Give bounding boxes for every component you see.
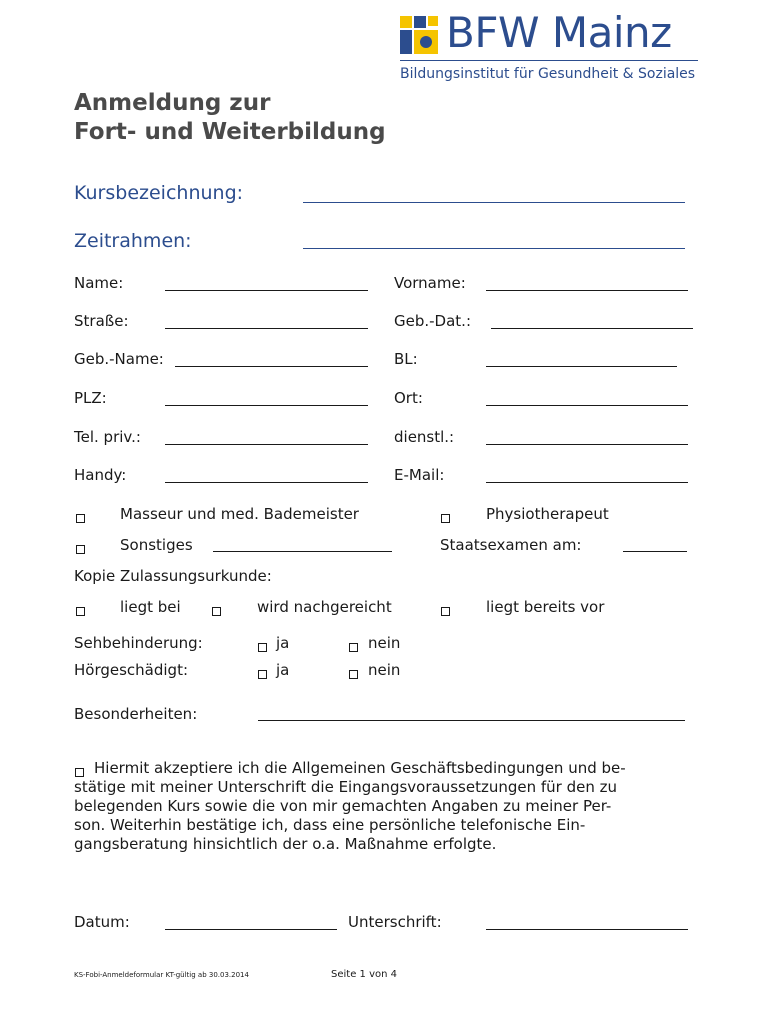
gebdat-label: Geb.-Dat.: (394, 312, 471, 330)
staatsexamen-field[interactable] (623, 551, 687, 552)
besonderheiten-field[interactable] (258, 720, 685, 721)
unterschrift-label: Unterschrift: (348, 913, 442, 931)
wird-nachgereicht-label: wird nachgereicht (257, 598, 392, 616)
handy-label: Handy: (74, 466, 127, 484)
hoer-nein-label: nein (368, 661, 401, 679)
bl-field[interactable] (486, 366, 677, 367)
agreement-line-5: gangsberatung hinsichtlich der o.a. Maßnahme erfolgte. (74, 835, 497, 853)
liegt-bereits-vor-checkbox[interactable] (441, 601, 450, 620)
logo-name: BFW Mainz (446, 8, 672, 57)
course-name-label: Kursbezeichnung: (74, 182, 244, 204)
sonstiges-field[interactable] (213, 551, 392, 552)
hoer-ja-checkbox[interactable] (258, 664, 267, 683)
hoer-label: Hörgeschädigt: (74, 661, 189, 679)
seh-ja-checkbox[interactable] (258, 637, 267, 656)
vorname-label: Vorname: (394, 274, 466, 292)
page-title-line2: Fort- und Weiterbildung (74, 119, 386, 145)
agreement-line-1: Hiermit akzeptiere ich die Allgemeinen Geschäftsbedingungen und be- (94, 759, 626, 777)
ort-label: Ort: (394, 389, 423, 407)
hoer-nein-checkbox[interactable] (349, 664, 358, 683)
logo (400, 8, 700, 86)
bl-label: BL: (394, 350, 418, 368)
plz-field[interactable] (165, 405, 368, 406)
page-title (74, 89, 386, 147)
agreement-line-3: belegenden Kurs sowie die von mir gemachten Angaben zu meiner Per- (74, 797, 612, 815)
hoer-ja-label: ja (276, 661, 290, 679)
gebname-field[interactable] (175, 366, 368, 367)
email-field[interactable] (486, 482, 688, 483)
seh-nein-label: nein (368, 634, 401, 652)
unterschrift-field[interactable] (486, 929, 688, 930)
staatsexamen-label: Staatsexamen am: (440, 536, 582, 554)
plz-label: PLZ: (74, 389, 107, 407)
masseur-label: Masseur und med. Bademeister (120, 505, 359, 523)
datum-label: Datum: (74, 913, 130, 931)
strasse-field[interactable] (165, 328, 368, 329)
kopie-label: Kopie Zulassungsurkunde: (74, 567, 272, 585)
vorname-field[interactable] (486, 290, 688, 291)
sonstiges-label: Sonstiges (120, 536, 193, 554)
seh-label: Sehbehinderung: (74, 634, 203, 652)
footer-page-number: Seite 1 von 4 (331, 969, 397, 980)
gebname-label: Geb.-Name: (74, 350, 164, 368)
seh-nein-checkbox[interactable] (349, 637, 358, 656)
email-label: E-Mail: (394, 466, 445, 484)
course-name-field[interactable] (303, 202, 685, 203)
physio-label: Physiotherapeut (486, 505, 609, 523)
gebdat-field[interactable] (491, 328, 693, 329)
liegt-bei-checkbox[interactable] (76, 601, 85, 620)
timeframe-field[interactable] (303, 248, 685, 249)
name-field[interactable] (165, 290, 368, 291)
logo-mark-icon (400, 16, 440, 56)
besonderheiten-label: Besonderheiten: (74, 705, 198, 723)
seh-ja-label: ja (276, 634, 290, 652)
handy-field[interactable] (165, 482, 368, 483)
name-label: Name: (74, 274, 124, 292)
liegt-bereits-vor-label: liegt bereits vor (486, 598, 605, 616)
logo-divider (400, 60, 698, 61)
logo-subtitle: Bildungsinstitut für Gesundheit & Soziales (400, 66, 696, 82)
telpriv-label: Tel. priv.: (74, 428, 141, 446)
masseur-checkbox[interactable] (76, 508, 85, 527)
datum-field[interactable] (165, 929, 337, 930)
dienstl-field[interactable] (486, 444, 688, 445)
physio-checkbox[interactable] (441, 508, 450, 527)
page-title-line1: Anmeldung zur (74, 90, 271, 116)
telpriv-field[interactable] (165, 444, 368, 445)
dienstl-label: dienstl.: (394, 428, 455, 446)
liegt-bei-label: liegt bei (120, 598, 181, 616)
agreement-line-4: son. Weiterhin bestätige ich, dass eine persönliche telefonische Ein- (74, 816, 586, 834)
footer-form-id: KS-Fobi-Anmeldeformular KT-gültig ab 30.03.2014 (74, 971, 249, 979)
sonstiges-checkbox[interactable] (76, 539, 85, 558)
ort-field[interactable] (486, 405, 688, 406)
timeframe-label: Zeitrahmen: (74, 230, 192, 252)
strasse-label: Straße: (74, 312, 129, 330)
agreement-line-2: stätige mit meiner Unterschrift die Eingangsvoraussetzungen für den zu (74, 778, 617, 796)
wird-nachgereicht-checkbox[interactable] (212, 601, 221, 620)
